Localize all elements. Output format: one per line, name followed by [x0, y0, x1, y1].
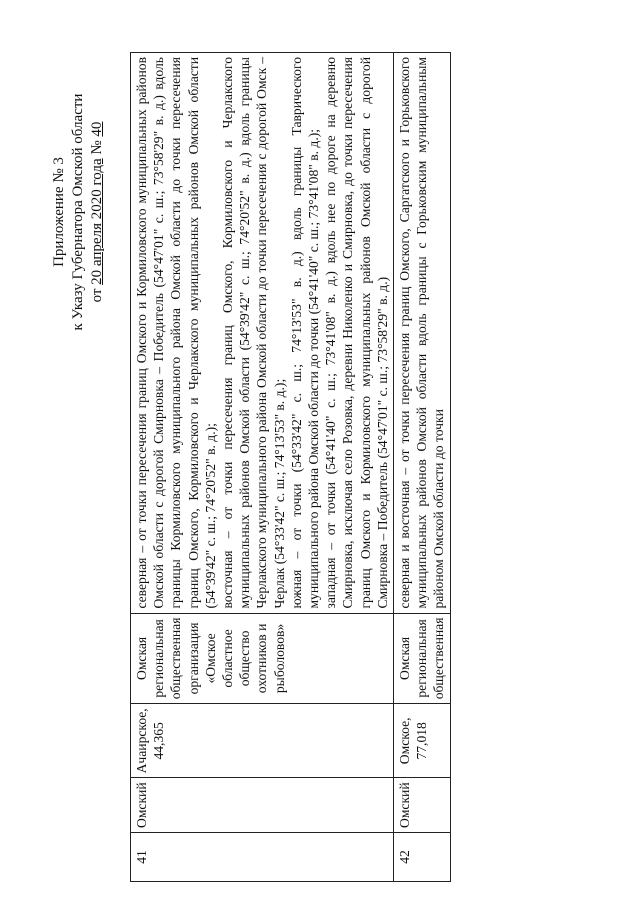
- decree-number: 40: [89, 121, 105, 137]
- boundary-description-cell: [394, 53, 451, 614]
- organization-cell: Омская региональная общественная: [394, 613, 451, 704]
- boundary-north-east: северная и восточная – от точки пересечения границ Омского, Саргатского и Горьковского муниципальных районов Омской области вдоль границы с Горьковским муниципальным районом Омской области до точки: [397, 57, 447, 609]
- boundary-east: восточная – от точки пересечения границ Омского, Кормиловского и Черлакского муниципальных районов Омской области (54°39'42" с. ш.; 74°20'52" в. д.) вдоль границы Черлакского муниципального района Омской области до точки пересечения с дорогой Омск – Черлак (54°33'42" с. ш.; 74°13'53" в. д.);: [220, 57, 287, 609]
- area-cell: Омское, 77,018: [394, 704, 451, 778]
- area-cell: Ачаирское, 44,365: [131, 704, 394, 778]
- boundary-north: северная – от точки пересечения границ Омского и Кормиловского муниципальных районов Омской области с дорогой Смирновка – Победитель (54°47'01" с. ш.; 73°58'29" в. д.) вдоль границы Кормиловского муниципального района Омской области до точки пересечения границ Омского, Кормиловского и Черлакского муниципальных районов Омской области (54°39'42" с. ш.; 74°20'52" в. д.);: [134, 57, 218, 609]
- row-number: 41: [131, 833, 394, 882]
- organization-cell: Омская региональная общественная организация «Омское областное общество охотников и рыболовов»: [131, 613, 394, 704]
- appendix-title: Приложение № 3: [51, 157, 67, 267]
- number-label: №: [89, 140, 105, 155]
- district-cell: Омский: [394, 778, 451, 833]
- date-prefix: от: [89, 288, 105, 303]
- boundary-south: южная – от точки (54°33'42" с. ш.; 74°13'53" в. д.) вдоль границы Таврического муниципального района Омской области до точки (54°41'40" с. ш.; 73°41'08" в. д.);: [288, 57, 322, 609]
- decree-date: 20 апреля 2020 года: [89, 158, 105, 285]
- decree-reference: к Указу Губернатора Омской области: [70, 93, 86, 331]
- table-row: [131, 53, 394, 882]
- boundary-west: западная – от точки (54°41'40" с. ш.; 73°41'08" в. д.) вдоль нее по дороге на деревню Смирновка, исключая село Розовка, деревни Николенко и Смирновка, до точки пересечения границ Омского и Кормиловского муниципальных районов Омской области с дорогой Смирновка – Победитель (54°47'01" с. ш.; 73°58'29" в. д.): [323, 57, 390, 609]
- rotated-content: [40, 12, 600, 892]
- boundary-description-cell: [131, 53, 394, 614]
- hunting-grounds-table: [130, 52, 451, 882]
- decree-date-line: [88, 32, 107, 392]
- row-number: 42: [394, 833, 451, 882]
- district-cell: Омский: [131, 778, 394, 833]
- table-row: [394, 53, 451, 882]
- appendix-header: [50, 32, 107, 392]
